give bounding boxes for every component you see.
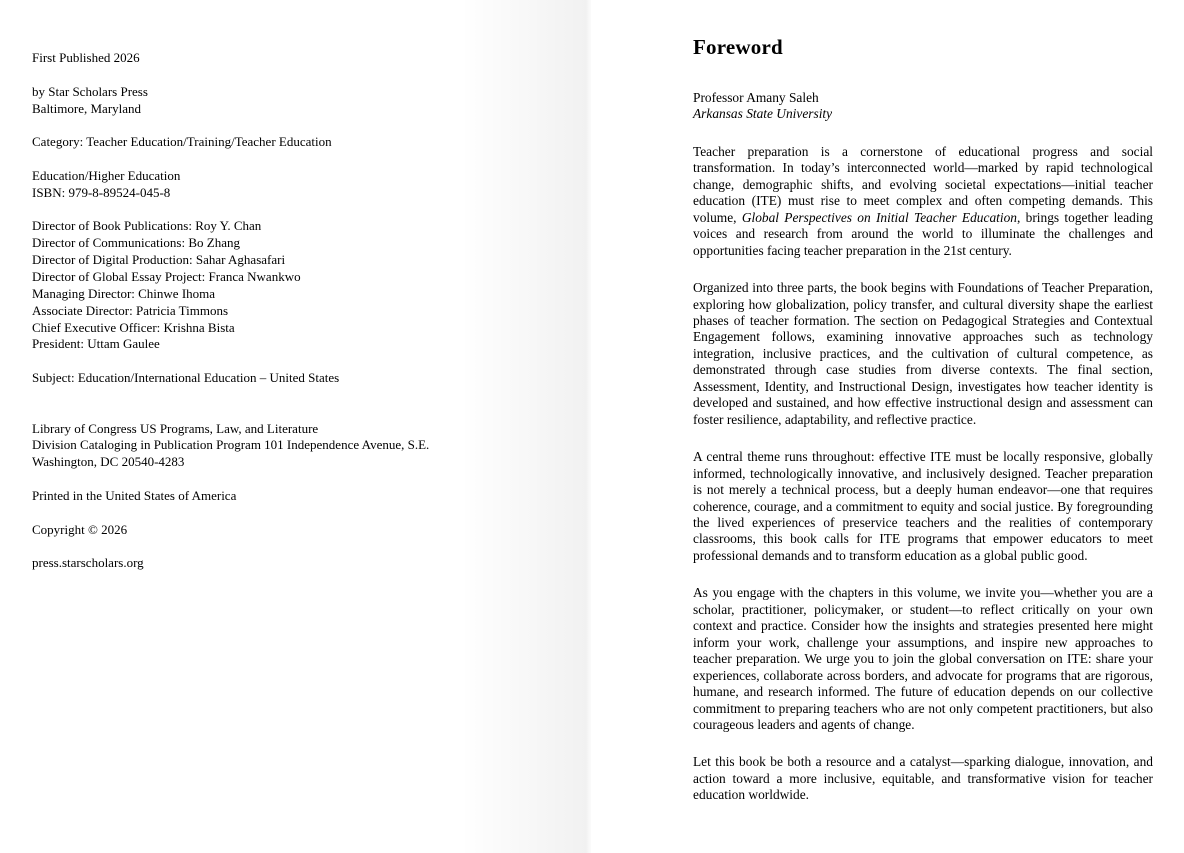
colophon-line: Library of Congress US Programs, Law, and Literature [32,420,319,436]
colophon-line: Education/Higher Education [32,167,181,183]
foreword-paragraph-4: As you engage with the chapters in this volume, we invite you—whether you are a scholar, practitioner, policymaker, or student—to reflect critically on your own context and practice. Consider how the insights and strategies presented here might inform your work, challenge your assumptions, and inspire new approaches to teacher preparation. We urge you to join the global conversation on ITE: share your experiences, collaborate across borders, and advocate for programs that are rigorous, humane, and research informed. The future of education depends on our collective commitment to preparing teachers who are not only competent practitioners, but also courageous leaders and agents of change. [693,585,1153,732]
foreword-paragraph-2: Organized into three parts, the book begins with Foundations of Teacher Preparation, exploring how globalization, policy transfer, and cultural diversity shape the earliest phases of teacher formation. The section on Pedagogical Strategies and Contextual Engagement follows, examining innovative approaches such as technology integration, inclusive practices, and the cultivation of cultural competence, as demonstrated through case studies from diverse contexts. The final section, Assessment, Identity, and Instructional Design, investigates how teacher identity is developed and sustained, and how effective instructional design and assessment can foster resilience, adaptability, and reflective practice. [693,280,1153,427]
colophon-line: Baltimore, Maryland [32,100,142,116]
colophon-line: Director of Book Publications: Roy Y. Chan [32,218,262,234]
colophon-blank-line [32,404,429,421]
colophon-line: ISBN: 979-8-89524-045-8 [32,184,171,200]
colophon-blank-line [32,151,429,168]
colophon-line: Subject: Education/International Education – United States [32,370,340,386]
colophon-blank-line [32,67,429,84]
colophon-line: First Published 2026 [32,50,140,65]
foreword-paragraph-5: Let this book be both a resource and a catalyst—sparking dialogue, innovation, and action toward a more inclusive, equitable, and transformative vision for teacher education worldwide. [693,754,1153,803]
colophon-line: Director of Communications: Bo Zhang [32,235,240,251]
colophon-blank-line [32,471,429,488]
colophon-line: Director of Global Essay Project: Franca Nwankwo [32,268,301,284]
colophon-line: Washington, DC 20540-4283 [32,454,185,470]
colophon-blank-line [32,117,429,134]
colophon-line: President: Uttam Gaulee [32,336,160,352]
foreword-paragraph-1 [693,144,1153,259]
colophon-blank-line [32,353,429,370]
colophon-line: Copyright © 2026 [32,521,128,537]
colophon-line: Director of Digital Production: Sahar Aghasafari [32,252,286,268]
colophon-blank-line [32,505,429,522]
colophon-line: Category: Teacher Education/Training/Teacher Education [32,134,332,150]
foreword-paragraph-3: A central theme runs throughout: effective ITE must be locally responsive, globally informed, technologically innovative, and inclusively designed. Teacher preparation is not merely a technical process, but a deeply human endeavor—one that requires coherence, courage, and a commitment to equity and social justice. By foregrounding the lived experiences of preservice teachers and the realities of contemporary classrooms, this book calls for ITE programs that empower educators to meet professional demands and to transform education as a global public good. [693,449,1153,563]
paragraph-1-text-after: , brings together leading voices and research from around the world to illuminate the challenges and opportunities facing teacher preparation in the 21st century. [693,209,1153,258]
book-title-italic: Global Perspectives on Initial Teacher Education [741,209,1017,225]
foreword-affiliation: Arkansas State University [693,106,833,122]
copyright-page [0,0,590,853]
colophon-blank-line [32,387,429,404]
colophon-line: by Star Scholars Press [32,83,148,99]
colophon-blank-line [32,538,429,555]
colophon-line: Printed in the United States of America [32,487,237,503]
foreword-title: Foreword [693,35,783,59]
foreword-author: Professor Amany Saleh [693,90,819,105]
paragraph-1-text-before: Teacher preparation is a cornerstone of educational progress and social transformation. In today’s interconnected world—marked by rapid technological change, demographic shifts, and evolving societal expectations—initial teacher education (ITE) must rise to meet complex and often competing demands. This volume, [693,143,1153,225]
colophon-line: Managing Director: Chinwe Ihoma [32,285,216,301]
colophon-blank-line [32,202,429,219]
foreword-content [693,34,1153,804]
colophon-line: Chief Executive Officer: Krishna Bista [32,319,235,335]
foreword-page [591,0,1184,853]
publisher-url: press.starscholars.org [32,555,144,571]
colophon-line: Division Cataloging in Publication Program 101 Independence Avenue, S.E. [32,437,430,453]
colophon-text [32,50,429,572]
colophon-line: Associate Director: Patricia Timmons [32,302,229,318]
